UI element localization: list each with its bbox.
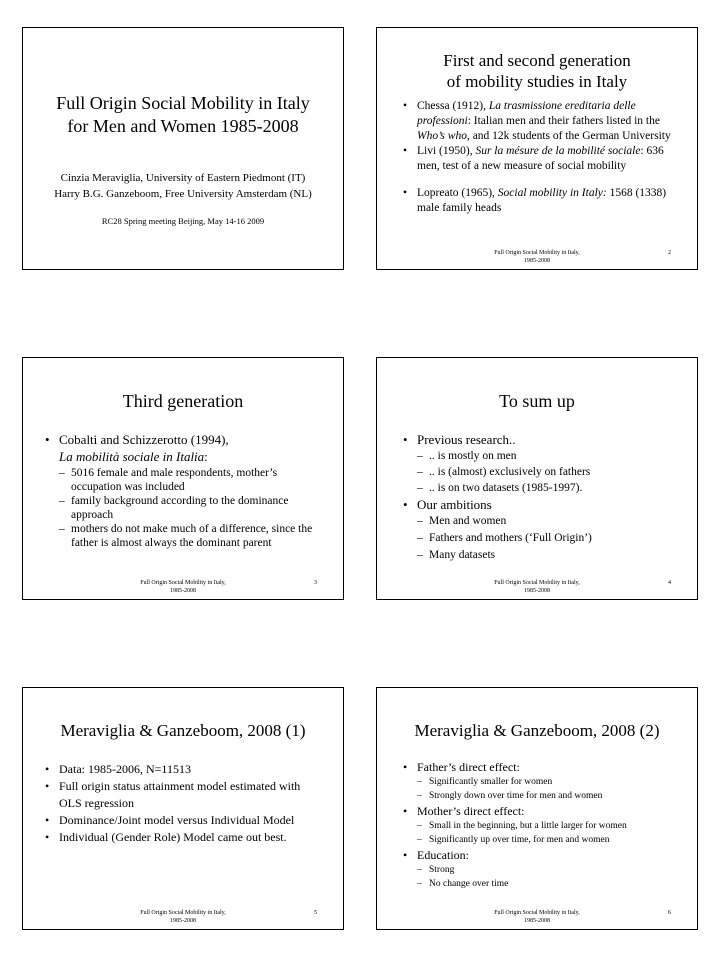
text: • Our ambitions [417,497,492,512]
slide-5-bullets [45,761,321,846]
text: Livi (1950), [417,145,476,157]
slide-4-bullets [403,431,677,564]
author-1: Cinzia Meraviglia, University of Eastern Piedmont (IT) [60,172,306,184]
page-number: 6 [668,910,671,916]
book-title: Sur la mésure de la mobilité sociale [475,145,641,157]
slide-5-title: Meraviglia & Ganzeboom, 2008 (1) [60,721,306,740]
sub-bullet: – No change over time [417,877,681,891]
book-line [59,448,323,465]
slide-6-title: Meraviglia & Ganzeboom, 2008 (2) [414,721,660,740]
page-number: 2 [668,250,671,256]
footer-text [23,909,343,925]
sub-bullet: – Strong [417,863,681,877]
page-number: 4 [668,580,671,586]
page-number: 5 [314,910,317,916]
slide-6 [376,687,698,930]
bullet-cobalti [45,431,323,550]
footer-text [377,579,697,595]
slide-5-footer [23,909,343,925]
slide-1-event: RC28 Spring meeting Beijing, May 14-16 2009 [101,216,265,226]
text: • Mother’s direct effect: [417,804,525,818]
sub-bullet: – mothers do not make much of a difference, since the father is almost always the dominant parent [59,522,323,550]
slide-1-title [23,92,343,138]
footer-text [23,579,343,595]
sub-bullet: – Small in the beginning, but a little larger for women [417,819,681,833]
bullet-mother [403,803,681,847]
book-title: La trasmissione ereditaria delle professioni [417,100,636,127]
footer-label: Full Origin Social Mobility in Italy, 1985-2008 [494,910,580,924]
bullet: • Data: 1985-2006, N=11513 [45,761,321,778]
bullet-previous-research [403,431,677,496]
bullet-lopreato [403,186,677,216]
slide-5 [22,687,344,930]
slide-1-title-line2: for Men and Women 1985-2008 [67,116,299,136]
text: : Italian men and their fathers listed in the [467,115,660,127]
slide-4-title: To sum up [499,391,575,411]
text: Chessa (1912), [417,100,489,112]
slide-2-footer [377,249,697,265]
slide-2 [376,27,698,270]
book-title: Social mobility in Italy: [497,187,607,199]
book-title: Who’s who [417,130,467,142]
sub-bullet: – Significantly smaller for women [417,775,681,789]
slide-1-authors [23,170,343,202]
sub-bullet: – .. is (almost) exclusively on fathers [417,464,677,480]
slide-3 [22,357,344,600]
bullet-livi [403,144,677,174]
text: Lopreato (1965), [417,187,498,199]
footer-text [377,249,697,265]
sub-bullet: – Fathers and mothers (‘Full Origin’) [417,530,677,547]
footer-label: Full Origin Social Mobility in Italy, 1985-2008 [140,910,226,924]
slide-3-bullets [45,431,323,550]
text: • Education: [417,848,469,862]
text: • Previous research.. [417,432,516,447]
sub-bullet: – Men and women [417,513,677,530]
text: 1568 (1338) male family heads [417,187,667,214]
footer-label: Full Origin Social Mobility in Italy, 1985-2008 [494,250,580,264]
sub-bullet: – .. is on two datasets (1985-1997). [417,480,677,496]
sub-bullets [417,819,681,847]
slide-3-subbullets [59,466,323,550]
text: : [204,449,208,464]
bullet-chessa [403,99,677,144]
page-number: 3 [314,580,317,586]
sub-bullets [417,775,681,803]
sub-bullets [417,448,677,496]
bullet-father [403,759,681,803]
sub-bullet: – Many datasets [417,547,677,564]
bullet-education [403,847,681,891]
text: • Father’s direct effect: [417,760,520,774]
slide-2-title [377,50,697,92]
sub-bullets [417,863,681,891]
footer-text [377,909,697,925]
slide-2-title-line2: of mobility studies in Italy [446,72,628,91]
text: • Cobalti and Schizzerotto (1994), [59,432,229,447]
footer-label: Full Origin Social Mobility in Italy, 1985-2008 [140,580,226,594]
slide-3-title: Third generation [122,391,244,411]
sub-bullet: – Significantly up over time, for men and women [417,833,681,847]
bullet-ambitions [403,496,677,564]
text: : 636 men, test of a new measure of social mobility [417,145,664,172]
slide-3-footer [23,579,343,595]
author-2: Harry B.G. Ganzeboom, Free University Amsterdam (NL) [54,188,312,200]
sub-bullet: – .. is mostly on men [417,448,677,464]
sub-bullet: – family background according to the dominance approach [59,494,323,522]
slide-4 [376,357,698,600]
slide-6-bullets [403,759,681,891]
slide-6-footer [377,909,697,925]
bullet: • Full origin status attainment model estimated with OLS regression [45,778,321,812]
bullet: • Dominance/Joint model versus Individual Model [45,812,321,829]
sub-bullet: – Strongly down over time for men and women [417,789,681,803]
slide-1 [22,27,344,270]
sub-bullets [417,513,677,564]
slide-1-title-line1: Full Origin Social Mobility in Italy [56,93,310,113]
slide-4-footer [377,579,697,595]
bullet: • Individual (Gender Role) Model came out best. [45,829,321,846]
footer-label: Full Origin Social Mobility in Italy, 1985-2008 [494,580,580,594]
slide-2-title-line1: First and second generation [443,51,631,70]
slide-2-bullets [403,99,677,216]
text: , and 12k students of the German University [466,130,671,142]
book-title: La mobilità sociale in Italia [59,449,205,464]
sub-bullet: – 5016 female and male respondents, mother’s occupation was included [59,466,323,494]
